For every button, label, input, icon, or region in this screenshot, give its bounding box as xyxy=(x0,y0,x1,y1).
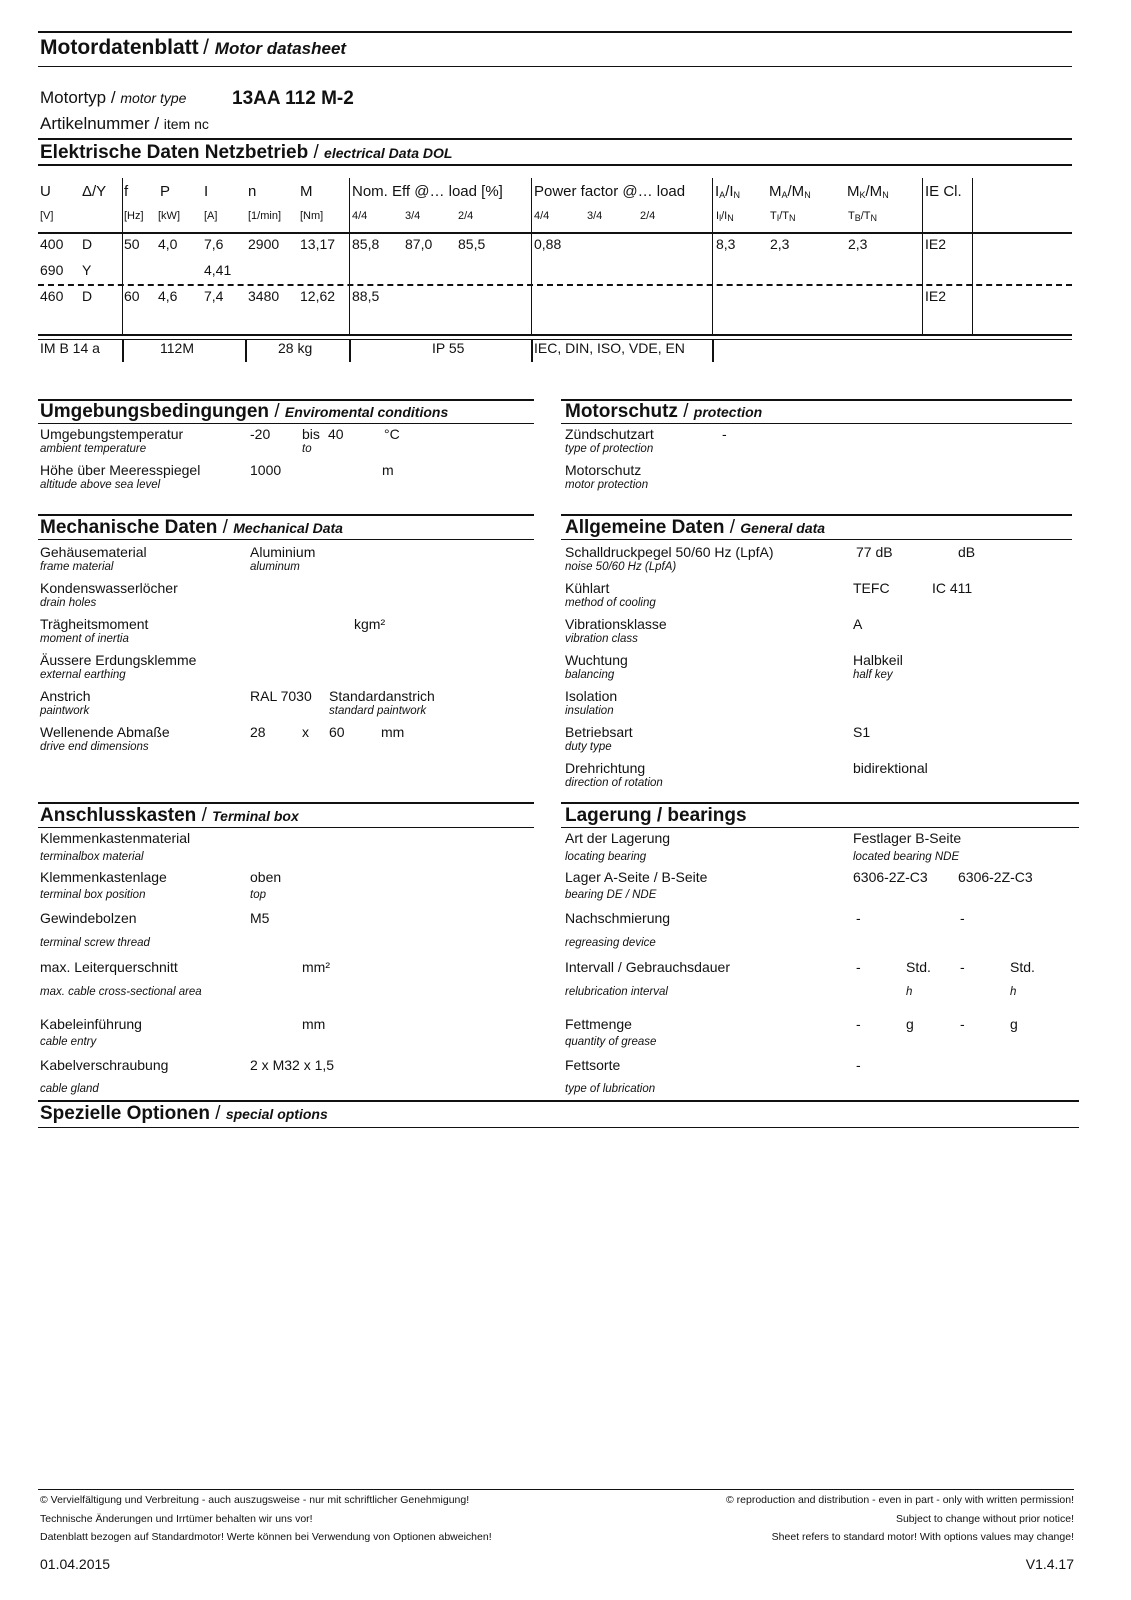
duty-label-en: duty type xyxy=(565,741,612,753)
r3-ie: IE2 xyxy=(925,288,947,304)
loc-label-en: locating bearing xyxy=(565,851,647,863)
paint-value: RAL 7030 xyxy=(250,688,312,704)
ex-label-en: type of protection xyxy=(565,443,654,455)
int-b: - xyxy=(960,959,965,975)
inertia-label: Trägheitsmoment xyxy=(40,616,149,632)
grease-type-label: Fettsorte xyxy=(565,1057,621,1073)
top-rule xyxy=(38,31,1072,33)
unit-e24: 2/4 xyxy=(458,210,474,222)
ins-label: Isolation xyxy=(565,688,618,704)
unit-p44: 4/4 xyxy=(534,210,550,222)
r3-P: 4,6 xyxy=(158,288,178,304)
temp-label-en: ambient temperature xyxy=(40,443,147,455)
int-a: - xyxy=(856,959,861,975)
title-de: Motordatenblatt xyxy=(40,36,199,59)
r1-M: 13,17 xyxy=(300,236,336,252)
head-eff: Nom. Eff @… load [%] xyxy=(352,183,503,200)
footer-rule xyxy=(38,1489,1074,1490)
r3-M: 12,62 xyxy=(300,288,336,304)
ex-value: - xyxy=(722,426,727,442)
r1-p44: 0,88 xyxy=(534,236,562,252)
alt-unit: m xyxy=(382,462,394,478)
motortype-value: 13AA 112 M-2 xyxy=(232,88,354,109)
col-sep xyxy=(349,178,350,334)
head-P: P xyxy=(160,183,171,200)
special-title: Spezielle Optionen / special options xyxy=(40,1103,328,1124)
brg-a: 6306-2Z-C3 xyxy=(853,869,928,885)
unit-U: [V] xyxy=(40,210,54,222)
head-pf: Power factor @… load xyxy=(534,183,686,200)
regr-a: - xyxy=(856,910,861,926)
r2-U: 690 xyxy=(40,262,64,278)
r1-e34: 87,0 xyxy=(405,236,433,252)
int-label: Intervall / Gebrauchsdauer xyxy=(565,959,730,975)
vib-value: A xyxy=(853,616,863,632)
housing-value-en: aluminum xyxy=(250,561,300,573)
footer-version: V1.4.17 xyxy=(1025,1556,1074,1572)
unit-I: [A] xyxy=(204,210,218,222)
entry-label-en: cable entry xyxy=(40,1036,97,1048)
head-I: I xyxy=(204,183,209,200)
env-title: Umgebungsbedingungen / Enviromental conditions xyxy=(40,401,449,422)
motortype-label: Motortyp / motor type xyxy=(40,88,187,107)
regr-label: Nachschmierung xyxy=(565,910,671,926)
grease-type-value: - xyxy=(856,1057,861,1073)
footer-changes-de: Technische Änderungen und Irrtümer behalten wir uns vor! xyxy=(40,1513,313,1525)
page-title: Motordatenblatt / Motor datasheet xyxy=(40,36,347,59)
electrical-title: Elektrische Daten Netzbetrieb / electrical Data DOL xyxy=(40,142,453,163)
gland-label: Kabelverschraubung xyxy=(40,1057,169,1073)
ip-rating: IP 55 xyxy=(432,340,465,356)
unit-n: [1/min] xyxy=(248,210,282,222)
gen-top-rule xyxy=(561,514,1072,516)
dashed-rule xyxy=(38,284,1072,286)
bolt-value: M5 xyxy=(250,910,270,926)
qty-label: Fettmenge xyxy=(565,1016,632,1032)
special-top-rule xyxy=(38,1100,1079,1102)
title-rule xyxy=(38,66,1072,67)
bolt-label-en: terminal screw thread xyxy=(40,937,150,949)
mech-rule xyxy=(38,539,534,540)
regr-b: - xyxy=(960,910,965,926)
tb-pos-label-en: terminal box position xyxy=(40,889,146,901)
entry-label: Kabeleinführung xyxy=(40,1016,142,1032)
footer-date: 01.04.2015 xyxy=(40,1556,111,1572)
temp-to: to xyxy=(302,443,312,455)
units-rule xyxy=(38,232,1072,234)
env-rule xyxy=(38,423,534,424)
housing-label: Gehäusematerial xyxy=(40,544,147,560)
col-sep xyxy=(972,178,973,334)
unit-ii: Il/IN xyxy=(716,210,734,223)
qty-b-unit: g xyxy=(1010,1016,1018,1032)
r3-e44: 88,5 xyxy=(352,288,380,304)
unit-p34: 3/4 xyxy=(587,210,603,222)
int-a-unit: Std. xyxy=(906,959,931,975)
qty-label-en: quantity of grease xyxy=(565,1036,657,1048)
ex-label: Zündschutzart xyxy=(565,426,654,442)
duty-value: S1 xyxy=(853,724,871,740)
r1-ie: IE2 xyxy=(925,236,947,252)
paint-std-en: standard paintwork xyxy=(329,705,427,717)
mech-top-rule xyxy=(38,514,534,516)
paint-std: Standardanstrich xyxy=(329,688,435,704)
rot-value: bidirektional xyxy=(853,760,928,776)
paint-label: Anstrich xyxy=(40,688,91,704)
r3-f: 60 xyxy=(124,288,140,304)
tb-pos-value: oben xyxy=(250,869,282,885)
cs-label: max. Leiterquerschnitt xyxy=(40,959,178,975)
qty-b: - xyxy=(960,1016,965,1032)
r1-e44: 85,8 xyxy=(352,236,380,252)
r3-U: 460 xyxy=(40,288,64,304)
head-M: M xyxy=(300,183,313,200)
brg-top-rule xyxy=(561,802,1079,804)
unit-p24: 2/4 xyxy=(640,210,656,222)
r3-n: 3480 xyxy=(248,288,280,304)
shaft-label: Wellenende Abmaße xyxy=(40,724,170,740)
unit-e34: 3/4 xyxy=(405,210,421,222)
mp-label-en: motor protection xyxy=(565,479,649,491)
bal-value: Halbkeil xyxy=(853,652,903,668)
gen-title: Allgemeine Daten / General data xyxy=(565,517,826,538)
col-sep xyxy=(531,178,532,334)
brg-b: 6306-2Z-C3 xyxy=(958,869,1033,885)
unit-tt: TI/TN xyxy=(770,210,796,223)
unit-f: [Hz] xyxy=(124,210,144,222)
head-IAIN: IA/IN xyxy=(715,183,741,200)
gland-value: 2 x M32 x 1,5 xyxy=(250,1057,335,1073)
article-rule xyxy=(38,138,1072,140)
term-title: Anschlusskasten / Terminal box xyxy=(40,805,299,826)
mech-title: Mechanische Daten / Mechanical Data xyxy=(40,517,343,538)
alt-label-en: altitude above sea level xyxy=(40,479,161,491)
shaft-l: 60 xyxy=(329,724,345,740)
title-en: Motor datasheet xyxy=(214,39,347,58)
qty-a-unit: g xyxy=(906,1016,914,1032)
mp-label: Motorschutz xyxy=(565,462,642,478)
r3-I: 7,4 xyxy=(204,288,224,304)
footer-copyright-en: © reproduction and distribution - even in part - only with written permission! xyxy=(726,1494,1074,1506)
brg-label-en: bearing DE / NDE xyxy=(565,889,657,901)
bolt-label: Gewindebolzen xyxy=(40,910,137,926)
r1-f: 50 xyxy=(124,236,140,252)
int-a-en: h xyxy=(906,986,913,998)
int-label-en: relubrication interval xyxy=(565,986,668,998)
r1-I: 7,6 xyxy=(204,236,224,252)
term-top-rule xyxy=(38,802,534,804)
electrical-rule xyxy=(38,164,1072,166)
col-sep xyxy=(122,340,124,362)
qty-a: - xyxy=(856,1016,861,1032)
duty-label: Betriebsart xyxy=(565,724,633,740)
frame-size: 112M xyxy=(160,340,194,356)
brg-rule xyxy=(561,827,1079,828)
entry-unit: mm xyxy=(302,1016,326,1032)
r3-DY: D xyxy=(82,288,93,304)
mount-type: IM B 14 a xyxy=(40,340,100,356)
earth-label-en: external earthing xyxy=(40,669,126,681)
special-rule xyxy=(38,1127,1079,1128)
col-sep xyxy=(922,178,923,334)
prot-rule xyxy=(561,423,1072,424)
housing-label-en: frame material xyxy=(40,561,114,573)
cool-label: Kühlart xyxy=(565,580,610,596)
rot-label-en: direction of rotation xyxy=(565,777,663,789)
temp-bis: bis xyxy=(302,426,320,442)
cs-unit: mm² xyxy=(302,959,330,975)
col-sep xyxy=(245,340,247,362)
temp-min: -20 xyxy=(250,426,271,442)
unit-P: [kW] xyxy=(158,210,180,222)
vib-label: Vibrationsklasse xyxy=(565,616,667,632)
ins-label-en: insulation xyxy=(565,705,614,717)
r1-P: 4,0 xyxy=(158,236,178,252)
col-sep xyxy=(712,340,714,362)
r1-DY: D xyxy=(82,236,93,252)
norms: IEC, DIN, ISO, VDE, EN xyxy=(534,340,685,356)
paint-label-en: paintwork xyxy=(40,705,90,717)
shaft-d: 28 xyxy=(250,724,266,740)
tb-mat-label: Klemmenkastenmaterial xyxy=(40,830,191,846)
r1-mkmn: 2,3 xyxy=(848,236,868,252)
alt-value: 1000 xyxy=(250,462,282,478)
r1-e24: 85,5 xyxy=(458,236,486,252)
inertia-label-en: moment of inertia xyxy=(40,633,129,645)
footer-changes-en: Subject to change without prior notice! xyxy=(895,1513,1074,1525)
rot-label: Drehrichtung xyxy=(565,760,646,776)
int-b-en: h xyxy=(1010,986,1017,998)
noise-value: 77 dB xyxy=(856,544,893,560)
bal-label-en: balancing xyxy=(565,669,615,681)
r1-U: 400 xyxy=(40,236,64,252)
footer-copyright-de: © Vervielfältigung und Verbreitung - auch auszugsweise - nur mit schriftlicher Genehmigung! xyxy=(40,1494,470,1506)
bal-value-en: half key xyxy=(853,669,893,681)
alt-label: Höhe über Meeresspiegel xyxy=(40,462,201,478)
inertia-unit: kgm² xyxy=(354,616,386,632)
head-MAMN: MA/MN xyxy=(769,183,811,200)
r1-mamn: 2,3 xyxy=(770,236,790,252)
head-U: U xyxy=(40,183,51,200)
gen-rule xyxy=(561,539,1072,540)
loc-value-en: located bearing NDE xyxy=(853,851,960,863)
regr-label-en: regreasing device xyxy=(565,937,656,949)
unit-e44: 4/4 xyxy=(352,210,368,222)
shaft-label-en: drive end dimensions xyxy=(40,741,149,753)
cool-ic: IC 411 xyxy=(932,580,973,596)
loc-label: Art der Lagerung xyxy=(565,830,671,846)
housing-value: Aluminium xyxy=(250,544,316,560)
gland-label-en: cable gland xyxy=(40,1083,99,1095)
noise-unit: dB xyxy=(958,544,976,560)
earth-label: Äussere Erdungsklemme xyxy=(40,652,197,668)
loc-value: Festlager B-Seite xyxy=(853,830,962,846)
temp-max: 40 xyxy=(328,426,344,442)
cool-value: TEFC xyxy=(853,580,890,596)
r1-n: 2900 xyxy=(248,236,280,252)
head-MKMN: MK/MN xyxy=(847,183,889,200)
col-sep xyxy=(531,340,533,362)
cs-label-en: max. cable cross-sectional area xyxy=(40,986,202,998)
term-rule xyxy=(38,827,534,828)
r2-I: 4,41 xyxy=(204,262,232,278)
tb-mat-label-en: terminalbox material xyxy=(40,851,144,863)
table-bottom-rule xyxy=(38,334,1072,336)
col-sep xyxy=(122,178,123,334)
prot-title: Motorschutz / protection xyxy=(565,401,763,422)
temp-unit: °C xyxy=(384,426,400,442)
r1-iain: 8,3 xyxy=(716,236,736,252)
brg-title: Lagerung / bearings xyxy=(565,805,747,826)
brg-label: Lager A-Seite / B-Seite xyxy=(565,869,708,885)
temp-label: Umgebungstemperatur xyxy=(40,426,184,442)
drain-label: Kondenswasserlöcher xyxy=(40,580,178,596)
noise-label: Schalldruckpegel 50/60 Hz (LpfA) xyxy=(565,544,774,560)
tb-pos-label: Klemmenkastenlage xyxy=(40,869,167,885)
int-b-unit: Std. xyxy=(1010,959,1035,975)
bal-label: Wuchtung xyxy=(565,652,628,668)
head-n: n xyxy=(248,183,257,200)
unit-M: [Nm] xyxy=(300,210,324,222)
col-sep xyxy=(349,340,351,362)
col-sep xyxy=(712,178,713,334)
unit-tb: TB/TN xyxy=(848,210,878,223)
drain-label-en: drain holes xyxy=(40,597,97,609)
cool-label-en: method of cooling xyxy=(565,597,656,609)
article-label: Artikelnummer / item nc xyxy=(40,114,209,133)
grease-type-label-en: type of lubrication xyxy=(565,1083,656,1095)
weight: 28 kg xyxy=(278,340,313,356)
head-iecl: IE Cl. xyxy=(925,183,962,200)
shaft-unit: mm xyxy=(381,724,405,740)
head-DY: Δ/Y xyxy=(82,183,107,200)
head-f: f xyxy=(124,183,129,200)
tb-pos-value-en: top xyxy=(250,889,266,901)
vib-label-en: vibration class xyxy=(565,633,638,645)
footer-sheet-en: Sheet refers to standard motor! With options values may change! xyxy=(771,1531,1074,1543)
noise-label-en: noise 50/60 Hz (LpfA) xyxy=(565,561,677,573)
footer-sheet-de: Datenblatt bezogen auf Standardmotor! Werte können bei Verwendung von Optionen abweichen! xyxy=(40,1531,492,1543)
r2-DY: Y xyxy=(82,262,92,278)
shaft-x: x xyxy=(302,724,309,740)
